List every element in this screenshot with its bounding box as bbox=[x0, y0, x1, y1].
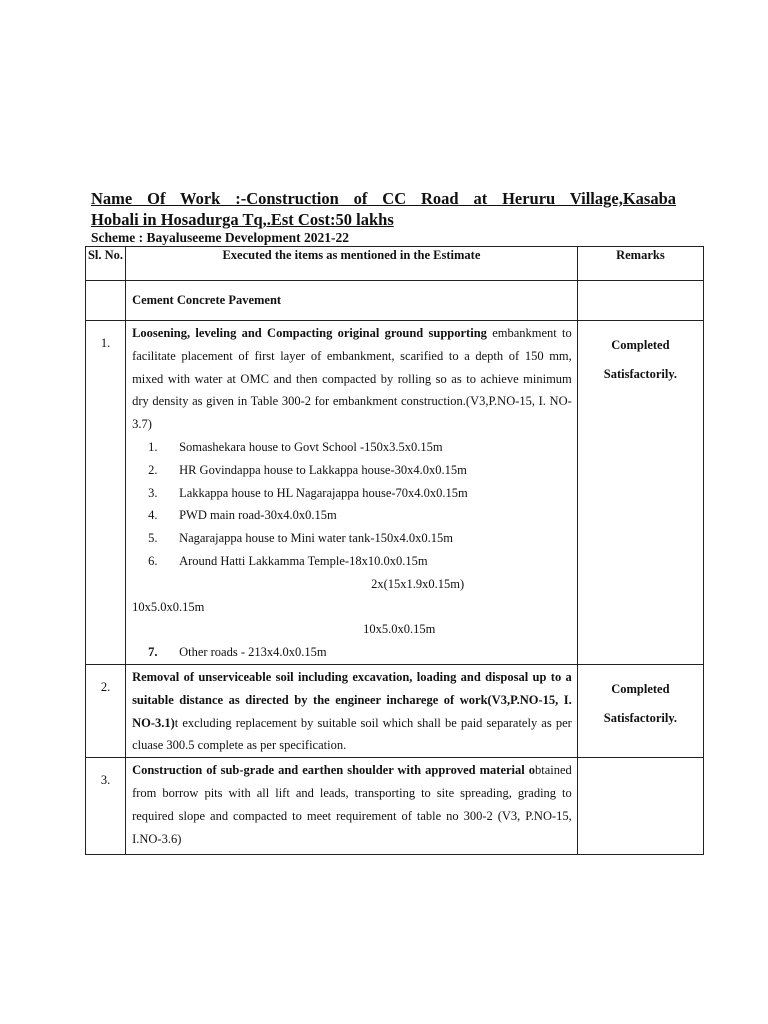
row-item-bold-text: Construction of sub-grade and earthen shoulder with approved material o bbox=[132, 763, 535, 778]
row-item-description bbox=[126, 321, 578, 665]
list-item bbox=[132, 459, 572, 482]
measurement-line: 10x5.0x0.15m bbox=[363, 622, 436, 637]
list-item-number: 2. bbox=[148, 462, 158, 477]
list-item bbox=[132, 504, 572, 527]
measurement-line: 2x(15x1.9x0.15m) bbox=[371, 576, 465, 591]
list-item-text: Around Hatti Lakkamma Temple-18x10.0x0.15m bbox=[179, 553, 428, 568]
list-item-text: Nagarajappa house to Mini water tank-150x4.0x0.15m bbox=[179, 531, 453, 546]
list-item bbox=[132, 482, 572, 505]
row-sl-no: 3. bbox=[86, 758, 126, 855]
row-remarks bbox=[577, 664, 703, 757]
table-row bbox=[86, 664, 704, 757]
list-item-number: 1. bbox=[148, 439, 158, 454]
remarks-line: Completed bbox=[611, 681, 670, 696]
work-title-line1: Name Of Work :-Construction of CC Road at Heruru Village,Kasaba bbox=[91, 189, 676, 208]
list-item-number: 3. bbox=[148, 485, 158, 500]
header-executed-items: Executed the items as mentioned in the Estimate bbox=[126, 247, 578, 281]
header-sl-no: Sl. No. bbox=[86, 247, 126, 281]
row-item-description bbox=[126, 758, 578, 855]
list-item-text: Somashekara house to Govt School -150x3.5x0.15m bbox=[179, 439, 443, 454]
work-title-line2: Hobali in Hosadurga Tq,.Est Cost:50 lakhs bbox=[91, 210, 394, 229]
remarks-line: Satisfactorily. bbox=[603, 367, 678, 381]
section-remarks-cell bbox=[577, 281, 703, 321]
row-remarks bbox=[577, 321, 703, 665]
row-item-text: btained from borrow pits with all lift and leads, transporting to site spreading, grading to required slope and compacted to meet requirement of table no 300-2 (V3, P.NO-15, I.NO-3.6) bbox=[132, 763, 572, 846]
list-item-number: 5. bbox=[148, 531, 158, 546]
row-item-bold-text: Removal of unserviceable soil including excavation, loading and disposal up to a suitable distance as directed by the engineer incharege of work(V3,P.NO-15, I. NO-3.1) bbox=[132, 669, 572, 730]
list-item bbox=[132, 436, 572, 459]
list-item-text: Lakkappa house to HL Nagarajappa house-70x4.0x0.15m bbox=[179, 485, 468, 500]
section-row bbox=[86, 281, 704, 321]
row-sl-no: 1. bbox=[86, 321, 126, 665]
list-item-number: 6. bbox=[148, 553, 158, 568]
sub-item-list bbox=[132, 641, 572, 664]
row-item-description bbox=[126, 664, 578, 757]
scheme-label: Scheme : Bayaluseeme Development 2021-22 bbox=[91, 230, 349, 245]
remarks-line: Satisfactorily. bbox=[603, 710, 678, 725]
list-item bbox=[132, 527, 572, 550]
table-row bbox=[86, 758, 704, 855]
measurement-line: 10x5.0x0.15m bbox=[132, 599, 205, 614]
row-item-text: t excluding replacement by suitable soil which shall be paid separately as per cluase 300.5 complete as per specification. bbox=[132, 715, 572, 753]
row-item-body: embankment to facilitate placement of first layer of embankment, scarified to a depth of 150 mm, mixed with water at OMC and then compacted by rolling so as to achieve minimum dry density as given in Table 300-2 for embankment construction.(V3,P.NO-15, I. NO-3.7) bbox=[132, 326, 572, 432]
remarks-line: Completed bbox=[611, 338, 670, 352]
list-item bbox=[132, 550, 572, 573]
work-title bbox=[91, 188, 676, 230]
header-remarks: Remarks bbox=[577, 247, 703, 281]
list-item bbox=[132, 641, 572, 664]
row-item-lead: Loosening, leveling and Compacting original ground supporting bbox=[132, 326, 487, 340]
section-title: Cement Concrete Pavement bbox=[126, 281, 578, 321]
estimate-table bbox=[85, 246, 704, 855]
row-sl-no: 2. bbox=[86, 664, 126, 757]
list-item-text: Other roads - 213x4.0x0.15m bbox=[179, 645, 327, 660]
list-item-number: 7. bbox=[148, 645, 158, 660]
section-sl-cell bbox=[86, 281, 126, 321]
table-header-row bbox=[86, 247, 704, 281]
list-item-number: 4. bbox=[148, 508, 158, 523]
sub-item-list bbox=[132, 436, 572, 573]
list-item-text: PWD main road-30x4.0x0.15m bbox=[179, 508, 337, 523]
table-row bbox=[86, 321, 704, 665]
row-item-text bbox=[132, 322, 572, 436]
row-remarks bbox=[577, 758, 703, 855]
list-item-text: HR Govindappa house to Lakkappa house-30x4.0x0.15m bbox=[179, 462, 467, 477]
